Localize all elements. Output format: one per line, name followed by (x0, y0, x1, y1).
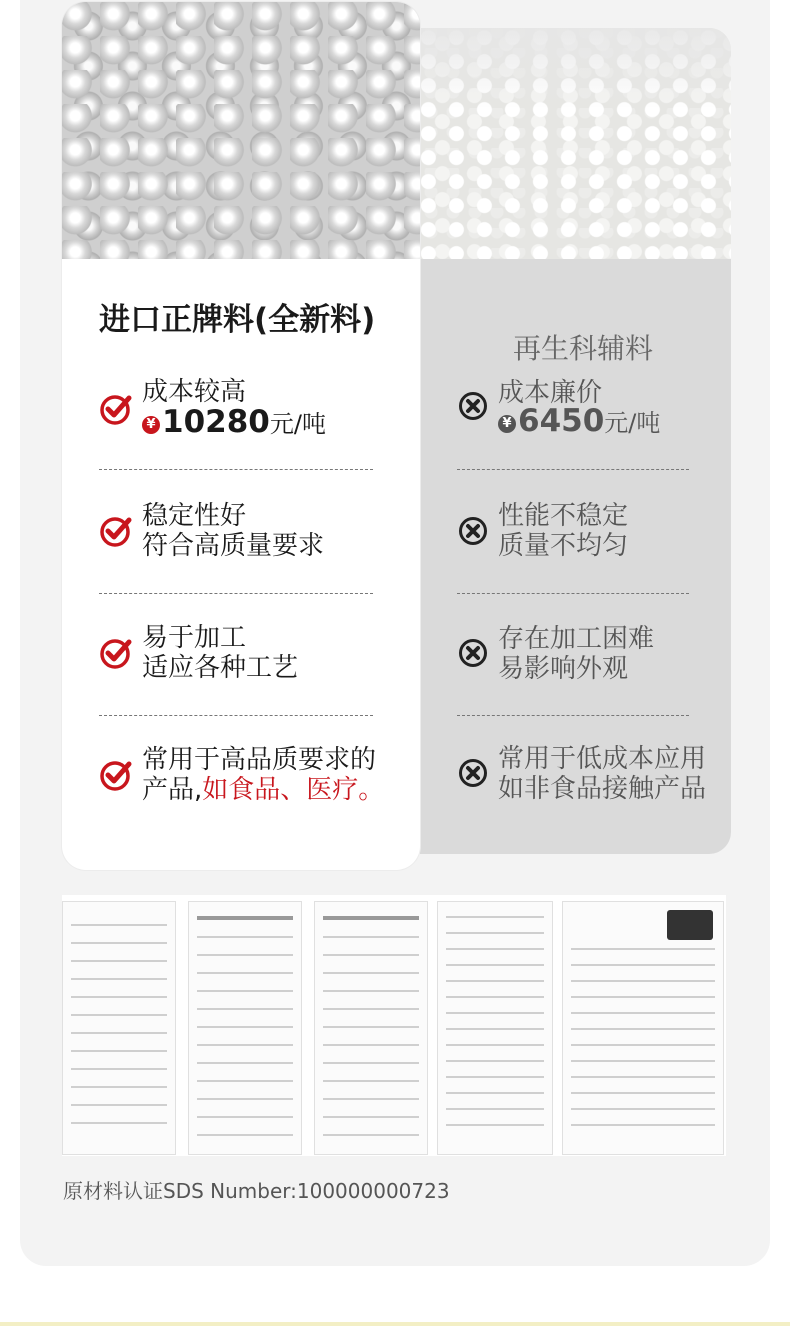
premium-price (142, 404, 326, 440)
premium-processing-line1: 易于加工 (142, 623, 247, 653)
cross-circle-icon (458, 758, 488, 788)
premium-stability-line2: 符合高质量要求 (142, 531, 325, 561)
yen-icon: ¥ (498, 415, 516, 433)
sds-caption: 原材料认证SDS Number:100000000723 (63, 1179, 450, 1203)
cross-circle-icon (458, 516, 488, 546)
sds-document-page (437, 901, 553, 1155)
recycled-usage-line1: 常用于低成本应用 (498, 744, 707, 774)
company-logo (667, 910, 713, 940)
divider (99, 469, 373, 470)
premium-title: 进口正牌料(全新料) (99, 302, 376, 338)
bottom-accent-line (0, 1322, 790, 1326)
recycled-price-unit: 元/吨 (604, 409, 661, 437)
sds-document-strip (62, 895, 726, 1156)
recycled-material-card (420, 28, 731, 854)
check-circle-icon (99, 514, 133, 548)
recycled-processing-line2: 易影响外观 (498, 654, 629, 684)
premium-stability-line1: 稳定性好 (142, 501, 247, 531)
recycled-price (498, 403, 661, 439)
recycled-stability-line1: 性能不稳定 (498, 501, 629, 531)
cross-circle-icon (458, 638, 488, 668)
sds-document-page (62, 901, 176, 1155)
recycled-pellets-photo (420, 28, 731, 259)
premium-processing-line2: 适应各种工艺 (142, 653, 299, 683)
divider (457, 593, 689, 594)
cross-circle-icon (458, 391, 488, 421)
premium-usage-prefix: 产品, (142, 775, 203, 805)
premium-cost-label: 成本较高 (142, 377, 247, 407)
premium-pellets-photo (62, 2, 420, 259)
sds-document-page (188, 901, 302, 1155)
check-circle-icon (99, 392, 133, 426)
divider (99, 593, 373, 594)
recycled-cost-label: 成本廉价 (498, 378, 603, 408)
sds-document-page (562, 901, 724, 1155)
yen-icon: ¥ (142, 416, 160, 434)
check-circle-icon (99, 758, 133, 792)
premium-usage-highlight: 如食品、医疗。 (202, 775, 385, 805)
premium-price-unit: 元/吨 (269, 410, 326, 438)
premium-material-card (62, 2, 420, 870)
recycled-usage-line2: 如非食品接触产品 (498, 774, 707, 804)
recycled-processing-line1: 存在加工困难 (498, 624, 655, 654)
sds-document-page (314, 901, 428, 1155)
recycled-stability-line2: 质量不均匀 (498, 531, 629, 561)
premium-price-number: 10280 (162, 404, 270, 440)
divider (99, 715, 373, 716)
premium-usage-line1: 常用于高品质要求的 (142, 745, 377, 775)
divider (457, 469, 689, 470)
recycled-title: 再生科辅料 (513, 332, 654, 365)
divider (457, 715, 689, 716)
check-circle-icon (99, 636, 133, 670)
recycled-price-number: 6450 (518, 403, 605, 439)
premium-usage-line2 (142, 775, 384, 806)
